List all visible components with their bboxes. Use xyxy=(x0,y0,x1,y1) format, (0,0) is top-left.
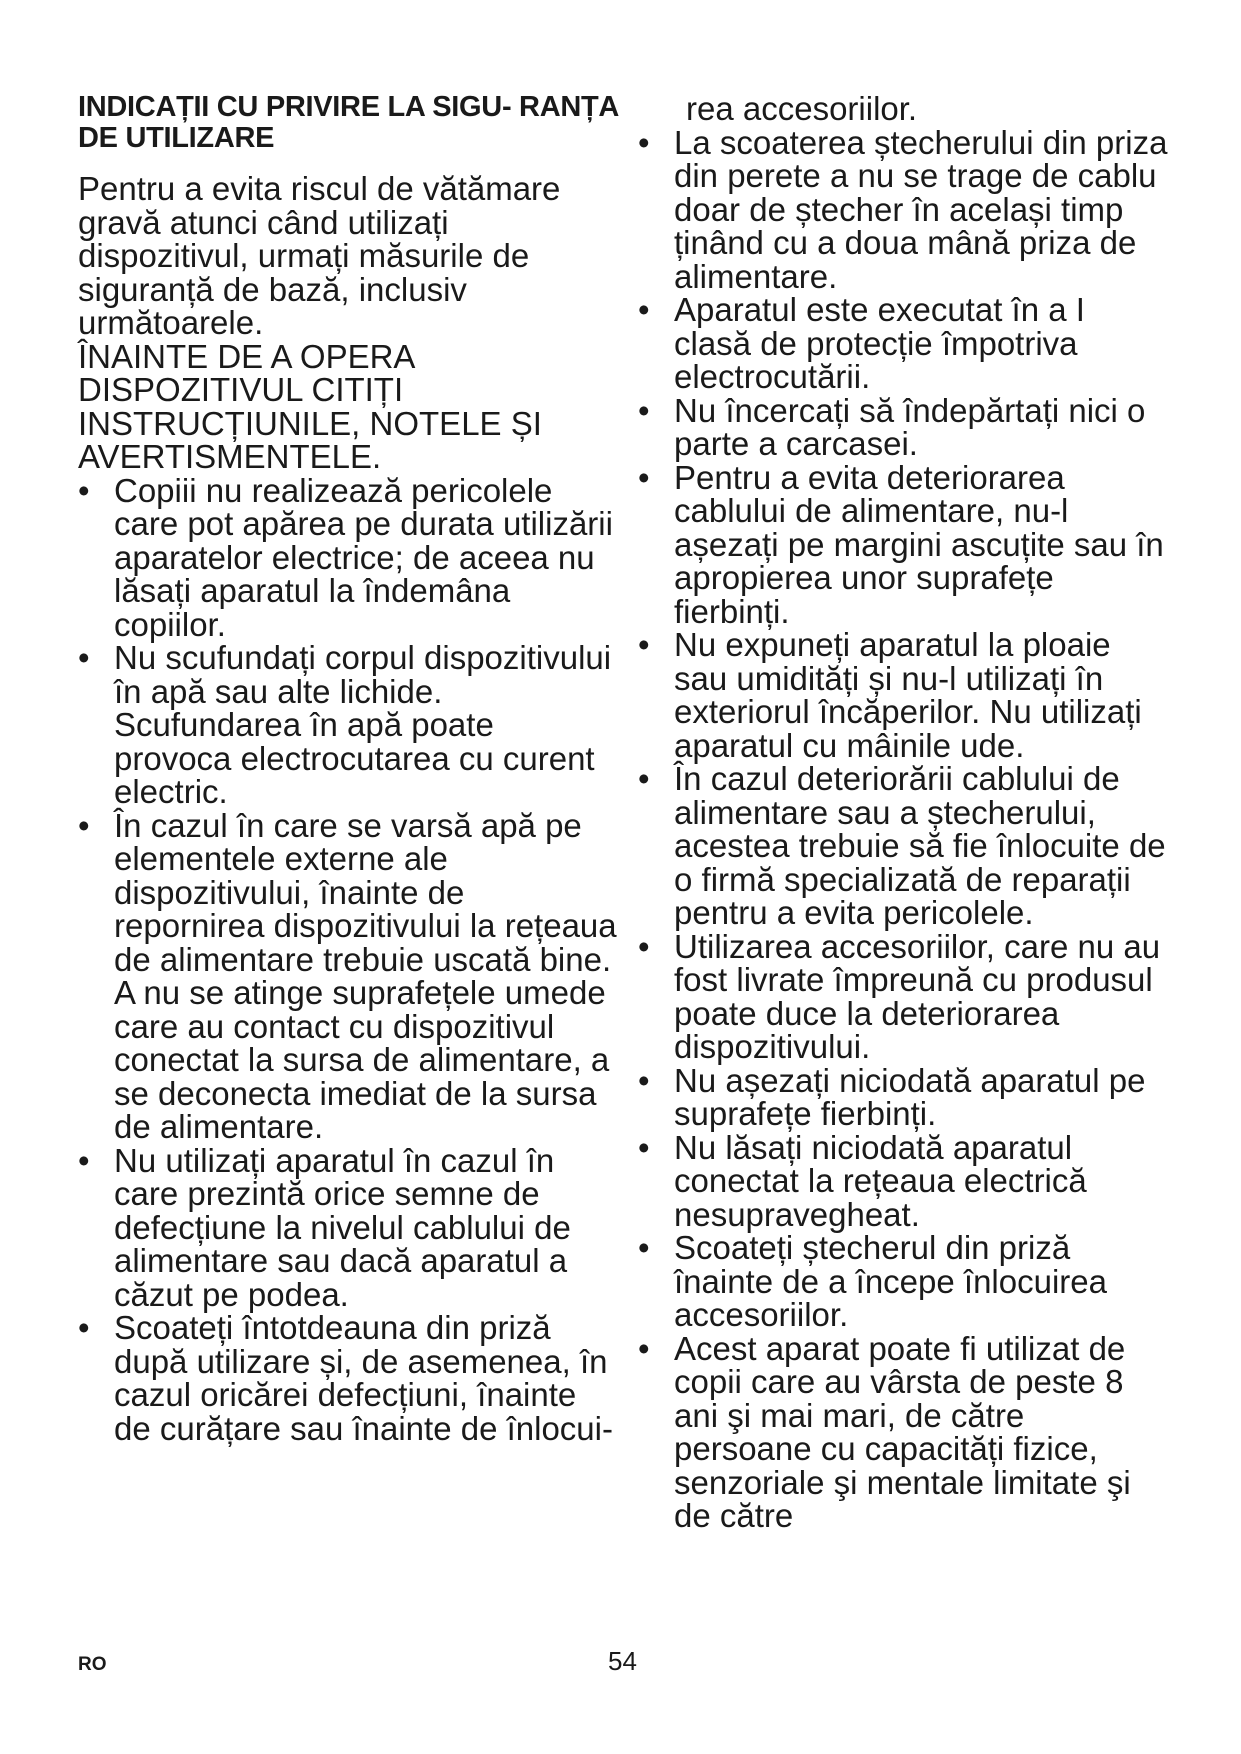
list-item xyxy=(78,1141,618,1313)
bullet-icon: • xyxy=(78,471,90,509)
list-item xyxy=(638,1061,1168,1132)
bullet-icon: • xyxy=(638,1229,650,1266)
list-item-text: Copiii nu realizează pericolele care pot apărea pe durata utilizării aparatelor electrice; de aceea nu lăsați aparatul la îndemâna copiilor. xyxy=(114,471,613,643)
bullet-icon: • xyxy=(78,639,90,676)
bullet-icon: • xyxy=(638,927,650,965)
bullet-icon: • xyxy=(638,1329,650,1367)
list-item-text: Nu așezați niciodată aparatul pe suprafețe fierbinți. xyxy=(674,1061,1146,1132)
list-item xyxy=(638,1231,1168,1332)
left-column xyxy=(78,92,618,1445)
bullet-icon: • xyxy=(638,1128,650,1166)
list-item-text: Aparatul este executat în a I clasă de protecție împotriva electrocutării. xyxy=(674,291,1085,395)
bullet-icon: • xyxy=(78,806,90,844)
bullet-icon: • xyxy=(78,1309,90,1346)
bullet-icon: • xyxy=(78,1141,90,1179)
list-item xyxy=(638,927,1168,1065)
bullet-icon: • xyxy=(638,391,650,429)
list-item-text: La scoaterea ștecherului din priza din perete a nu se trage de cablu doar de ștecher în același timp ținând cu a doua mână priza de alimentare. xyxy=(674,123,1168,295)
list-item-text: În cazul deteriorării cablului de alimentare sau a ștecherului, acestea trebuie să fie înlocuite de o firmă specializată de reparații pentru a evita pericolele. xyxy=(674,760,1166,931)
list-item-text: Scoateți întotdeauna din priză după utilizare și, de asemenea, în cazul oricărei defecțiuni, înainte de curățare sau înainte de înlocui- xyxy=(114,1309,613,1447)
list-item-text: Acest aparat poate fi utilizat de copii care au vârsta de peste 8 ani şi mai mari, de către persoane cu capacități fizice, senzoriale şi mentale limitate şi de către xyxy=(674,1329,1131,1534)
list-item xyxy=(638,293,1168,394)
bullet-icon: • xyxy=(638,458,650,496)
list-item xyxy=(638,762,1168,930)
list-item xyxy=(78,1311,618,1445)
list-item xyxy=(78,471,618,643)
list-item-text: Nu scufundați corpul dispozitivului în apă sau alte lichide. Scufundarea în apă poate provoca electrocutarea cu curent electric. xyxy=(114,639,612,810)
list-item-text: În cazul în care se varsă apă pe elementele externe ale dispozitivului, înainte de repornirea dispozitivului la rețeaua de alimentare trebuie uscată bine. A nu se atinge suprafețele umede care au contact cu dispozitivul conectat la sursa de alimentare, a se deconecta imediat de la sursa de alimentare. xyxy=(114,806,617,1145)
list-item-text: Pentru a evita deteriorarea cablului de alimentare, nu-l așezați pe margini ascuțite sau în apropierea unor suprafețe fierbinți. xyxy=(674,458,1164,630)
list-item xyxy=(638,1128,1168,1233)
language-code: RO xyxy=(78,1654,107,1675)
bullet-icon: • xyxy=(638,291,650,328)
continuation-text: rea accesoriilor. xyxy=(686,90,918,127)
bullet-icon: • xyxy=(638,626,650,663)
bullet-icon: • xyxy=(638,760,650,797)
list-item xyxy=(78,641,618,809)
list-item xyxy=(78,806,618,1145)
right-safety-list xyxy=(638,123,1168,1534)
list-item xyxy=(638,123,1168,295)
list-item xyxy=(638,1329,1168,1534)
right-column xyxy=(638,92,1168,1533)
section-heading: INDICAȚII CU PRIVIRE LA SIGU- RANȚA DE UTILIZARE xyxy=(78,91,618,154)
list-item xyxy=(638,391,1168,462)
warning-paragraph: ÎNAINTE DE A OPERA DISPOZITIVUL CITIȚI INSTRUCȚIUNILE, NOTELE ȘI AVERTISMENTELE. xyxy=(78,337,542,475)
list-item-text: Nu utilizați aparatul în cazul în care prezintă orice semne de defecțiune la nivelul cablului de alimentare sau dacă aparatul a căzut pe podea. xyxy=(114,1141,571,1313)
list-item-text: Nu expuneți aparatul la ploaie sau umidități și nu-l utilizați în exteriorul încăperilor. Nu utilizați aparatul cu mâinile ude. xyxy=(674,626,1142,764)
list-item-text: Utilizarea accesoriilor, care nu au fost livrate împreună cu produsul poate duce la deteriorarea dispozitivului. xyxy=(674,927,1161,1065)
left-safety-list xyxy=(78,471,618,1447)
bullet-icon: • xyxy=(638,1061,650,1099)
intro-paragraph: Pentru a evita riscul de vătămare gravă atunci când utilizați dispozitivul, urmați măsurile de siguranță de bază, inclusiv următoarele. xyxy=(78,170,561,341)
list-item-text: Scoateți ștecherul din priză înainte de a începe înlocuirea accesoriilor. xyxy=(674,1229,1107,1333)
list-item-text: Nu încercați să îndepărtați nici o parte a carcasei. xyxy=(674,391,1146,462)
bullet-icon: • xyxy=(638,123,650,161)
list-item xyxy=(638,628,1168,762)
list-item-text: Nu lăsați niciodată aparatul conectat la rețeaua electrică nesupravegheat. xyxy=(674,1128,1087,1233)
list-item xyxy=(638,458,1168,630)
page-number: 54 xyxy=(608,1646,637,1676)
